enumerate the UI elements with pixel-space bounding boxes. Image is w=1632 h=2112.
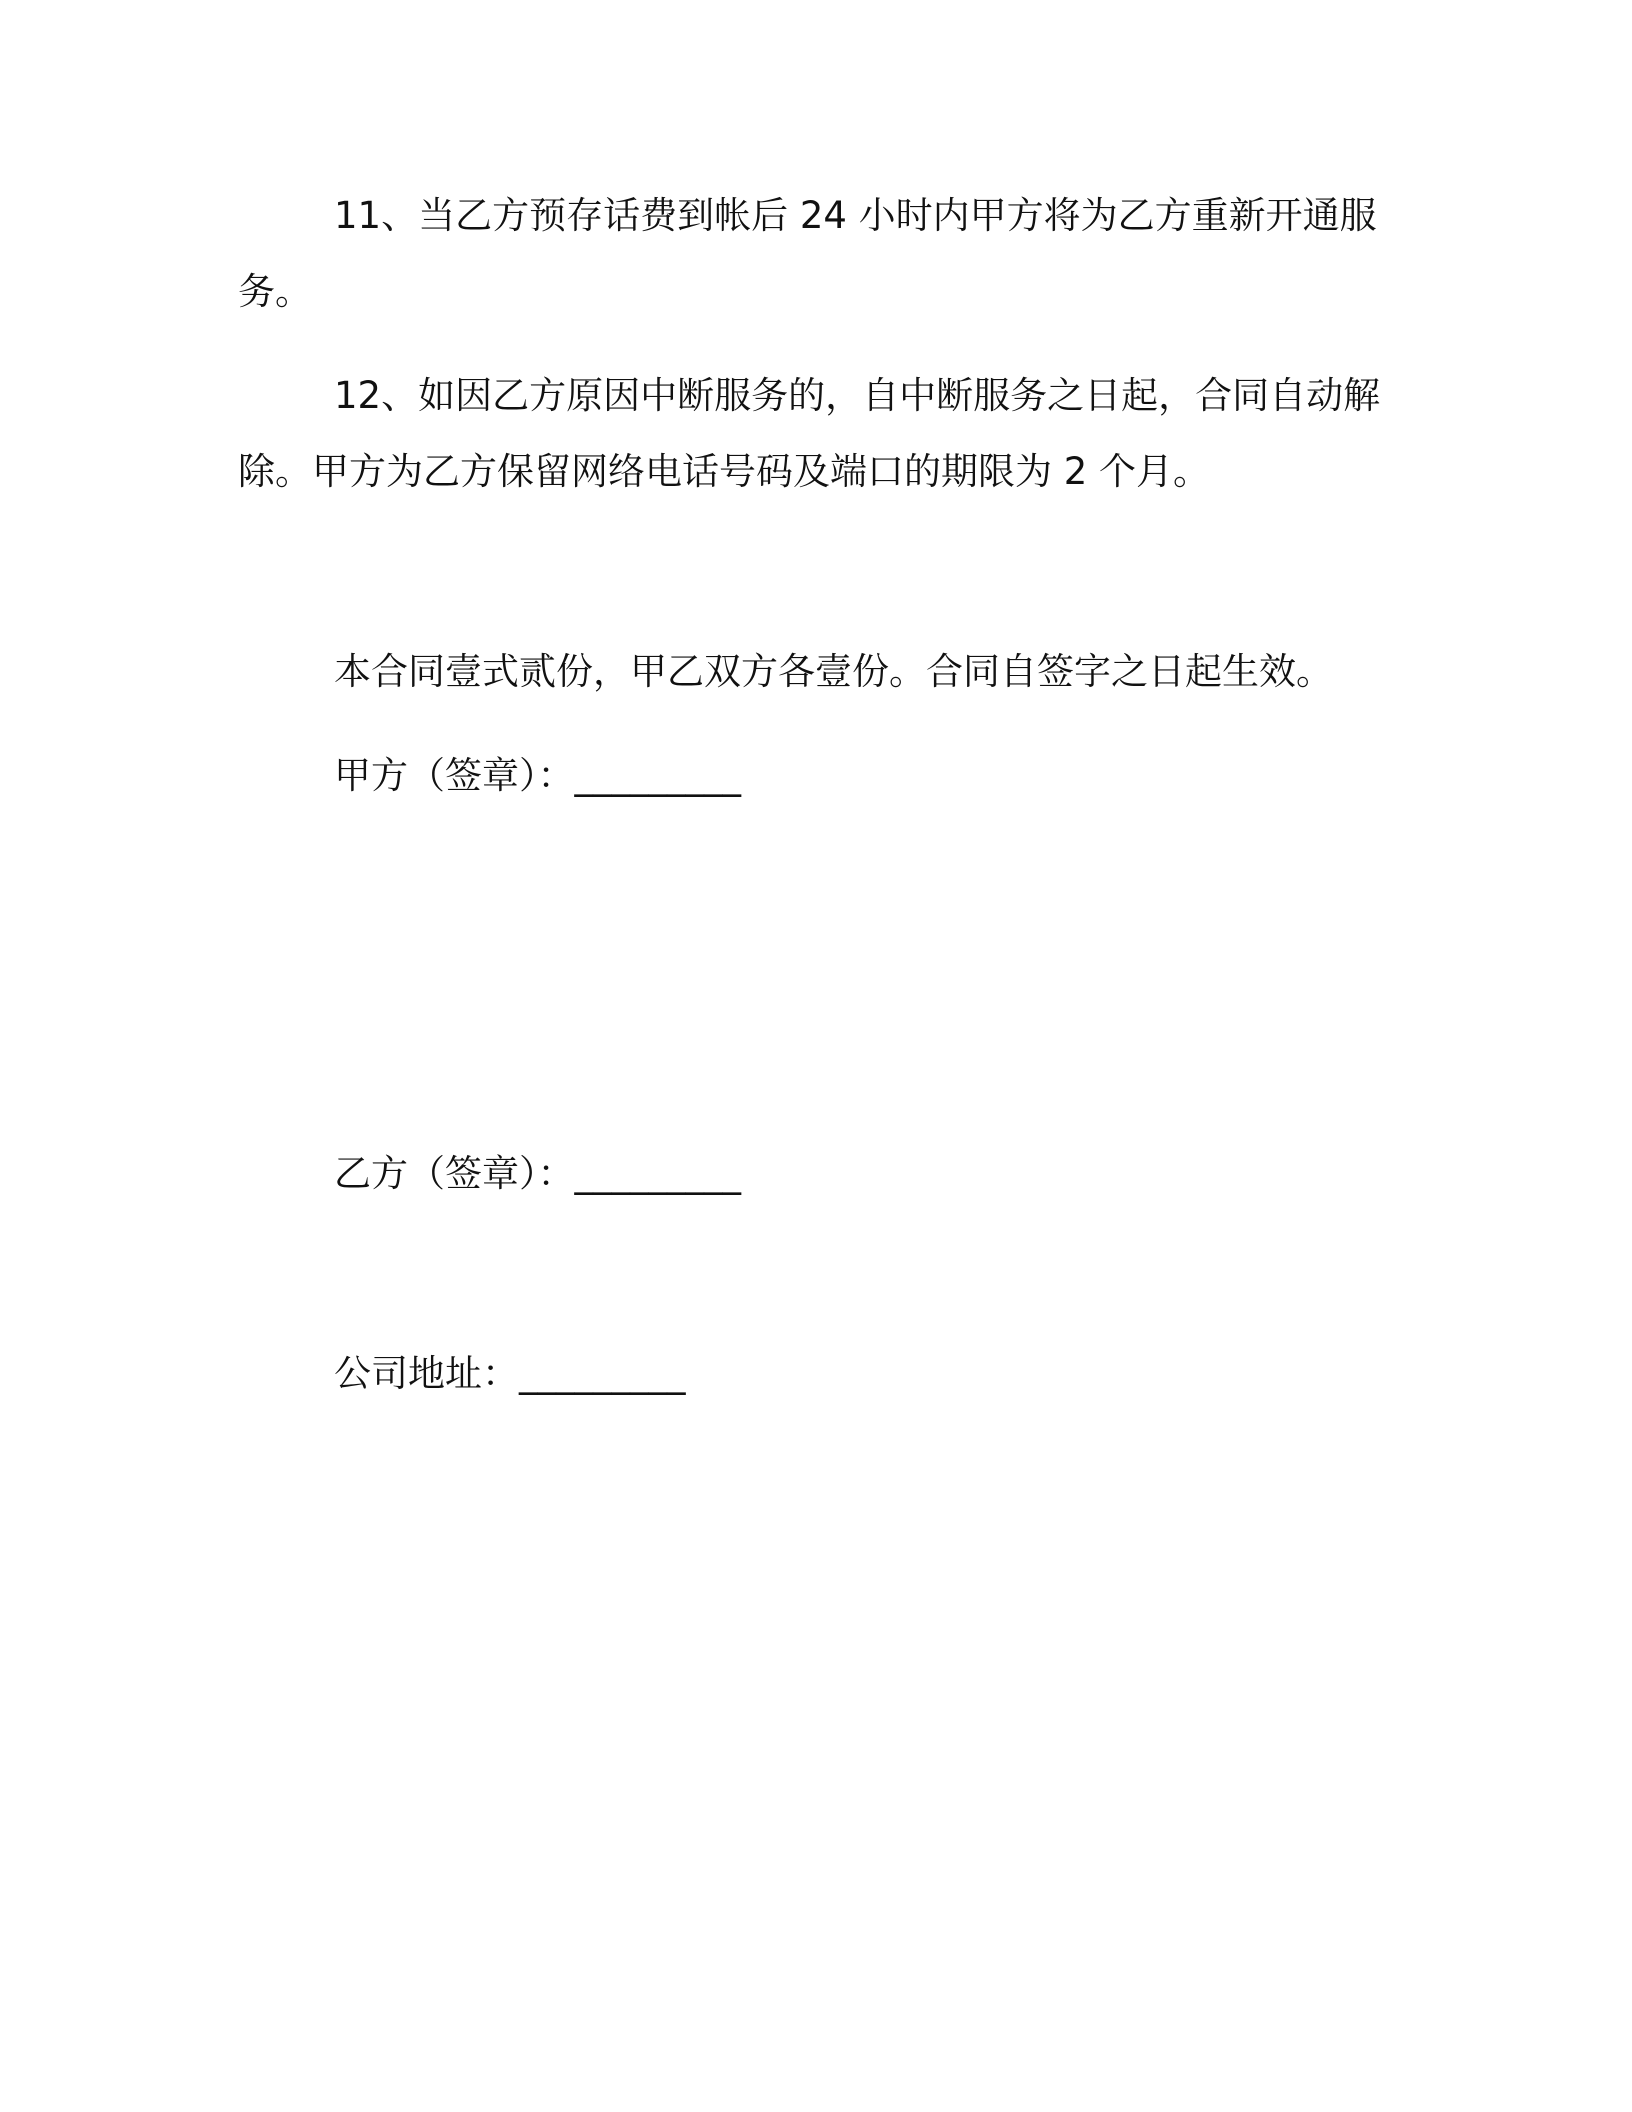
closing-statement: 本合同壹式贰份，甲乙双方各壹份。合同自签字之日起生效。	[334, 650, 1333, 693]
party-a-blank: _________	[574, 754, 741, 797]
party-b-blank: _________	[574, 1152, 741, 1195]
address-label: 公司地址：	[334, 1352, 519, 1395]
clause-12-line-1: 12、如因乙方原因中断服务的，自中断服务之日起，合同自动解	[334, 374, 1381, 417]
party-a-label: 甲方（签章）：	[334, 754, 575, 797]
party-b-signature-line	[334, 1150, 741, 1198]
clause-11	[238, 178, 1388, 330]
clause-12	[238, 358, 1388, 510]
party-b-label: 乙方（签章）：	[334, 1152, 575, 1195]
address-blank: _________	[519, 1352, 686, 1395]
clause-11-line-2: 务。	[238, 270, 312, 313]
company-address-line	[334, 1350, 686, 1398]
clause-12-line-2: 除。甲方为乙方保留网络电话号码及端口的期限为 2 个月。	[238, 450, 1211, 493]
party-a-signature-line	[334, 752, 741, 800]
clause-11-line-1: 11、当乙方预存话费到帐后 24 小时内甲方将为乙方重新开通服	[334, 194, 1377, 237]
